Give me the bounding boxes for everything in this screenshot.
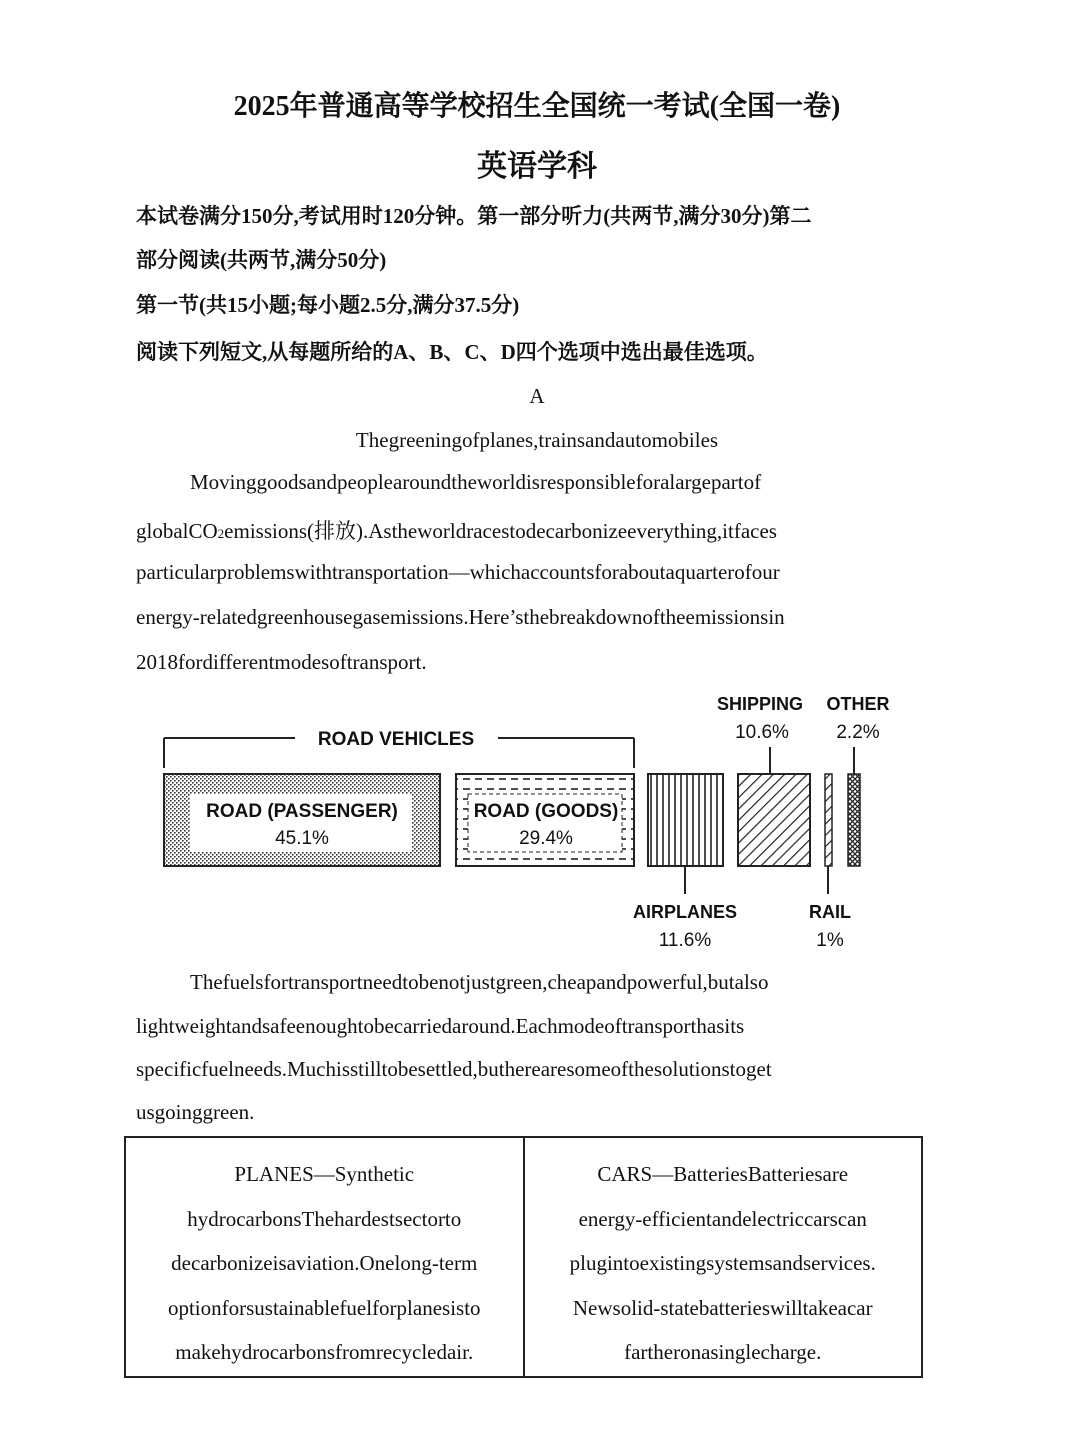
bar-label-rail: RAIL <box>809 902 851 922</box>
value-label-rail: 1% <box>816 930 844 951</box>
passage-line: Thefuelsfortransportneedtobenotjustgreen,cheapandpowerful,butalso <box>190 970 769 994</box>
passage-line: Movinggoodsandpeoplearoundtheworldisresponsibleforalargepartof <box>190 470 762 494</box>
table-cell-line: decarbonizeisaviation.Onelong-term <box>171 1251 478 1275</box>
subject-title: 英语学科 <box>477 150 597 183</box>
emissions-chart <box>150 684 910 956</box>
table-cell-cars <box>523 1138 922 1376</box>
passage-line: globalCO2emissions(排放).Astheworldracestodecarbonizeeverything,itfaces <box>136 519 777 543</box>
bar-shipping <box>738 774 810 866</box>
table-cell-line: plugintoexistingsystemsandservices. <box>569 1251 876 1275</box>
bar-rail <box>825 774 832 866</box>
instruction-line: 阅读下列短文,从每题所给的A、B、C、D四个选项中选出最佳选项。 <box>136 340 768 364</box>
table-cell-line: makehydrocarbonsfromrecycledair. <box>175 1340 474 1364</box>
table-cell-line: PLANES—Synthetic <box>234 1162 415 1186</box>
exam-title: 2025年普通高等学校招生全国统一考试(全国一卷) <box>233 91 841 122</box>
road-vehicles-label: ROAD VEHICLES <box>317 729 475 750</box>
solutions-table <box>124 1136 923 1378</box>
passage-title: Thegreeningofplanes,trainsandautomobiles <box>355 428 719 452</box>
passage-line: specificfuelneeds.Muchisstilltobesettled,butherearesomeofthesolutionstoget <box>136 1057 772 1081</box>
value-label-road-passenger: 45.1% <box>275 828 329 849</box>
passage-line: particularproblemswithtransportation—whichaccountsforaboutaquarterofour <box>136 560 780 584</box>
value-label-other: 2.2% <box>836 722 880 743</box>
bar-label-shipping: SHIPPING <box>716 694 804 714</box>
table-cell-line: energy-efficientandelectriccarscan <box>578 1206 867 1231</box>
passage-line: usgoinggreen. <box>136 1100 255 1124</box>
table-cell-line: hydrocarbonsThehardestsectorto <box>187 1206 462 1231</box>
table-cell-line: CARS—BatteriesBatteriesare <box>597 1162 849 1186</box>
table-cell-line: optionforsustainablefuelforplanesisto <box>167 1295 481 1320</box>
passage-line: 2018fordifferentmodesoftransport. <box>136 650 427 674</box>
passage-line: energy-relatedgreenhousegasemissions.Here’sthebreakdownoftheemissionsin <box>136 605 785 629</box>
bar-airplanes <box>648 774 723 866</box>
bar-label-other: OTHER <box>826 694 890 714</box>
passage-line: lightweightandsafeenoughtobecarriedaround.Eachmodeoftransporthasits <box>136 1014 745 1038</box>
bar-label-road-goods: ROAD (GOODS) <box>473 801 619 822</box>
bar-label-road-passenger: ROAD (PASSENGER) <box>206 801 398 822</box>
value-label-road-goods: 29.4% <box>519 828 573 849</box>
bar-other <box>848 774 860 866</box>
instruction-line: 第一节(共15小题;每小题2.5分,满分37.5分) <box>136 293 520 317</box>
table-cell-line: Newsolid-statebatterieswilltakeacar <box>572 1295 873 1320</box>
section-label: A <box>529 384 545 408</box>
value-label-shipping: 10.6% <box>735 722 789 743</box>
value-label-airplanes: 11.6% <box>658 930 712 951</box>
instruction-line: 部分阅读(共两节,满分50分) <box>136 248 387 272</box>
bar-label-airplanes: AIRPLANES <box>632 902 738 922</box>
table-cell-planes <box>126 1138 523 1376</box>
instruction-line: 本试卷满分150分,考试用时120分钟。第一部分听力(共两节,满分30分)第二 <box>136 204 812 228</box>
table-cell-line: fartheronasinglecharge. <box>624 1340 822 1364</box>
